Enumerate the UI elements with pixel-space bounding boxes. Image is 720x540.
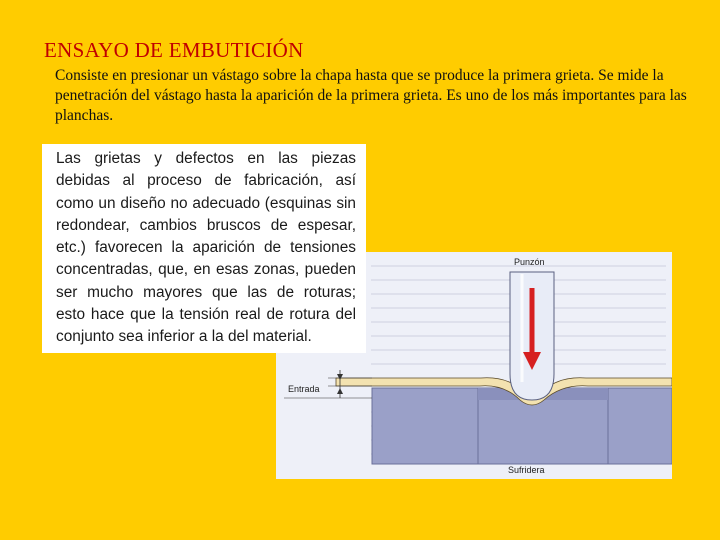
slide-title: ENSAYO DE EMBUTICIÓN <box>44 38 304 62</box>
die-block-right <box>608 388 672 464</box>
label-entry: Entrada <box>288 384 320 394</box>
label-die: Sufridera <box>508 465 545 475</box>
label-punch: Punzón <box>514 257 545 267</box>
excerpt-text: Las grietas y defectos en las piezas debidas al proceso de fabricación, así como un diseño no adecuado (esquinas sin redondear, cambios bruscos de espesar, etc.) favorecen la aparición de tensiones concentradas, que, en esas zonas, pueden ser mucho mayores que las de roturas; esto hace que la tensión real de rotura del conjunto sea inferior a la del material. <box>56 150 356 346</box>
slide-body-text: Consiste en presionar un vástago sobre la chapa hasta que se produce la primera grieta. Se mide la penetración del vástago hasta la aparición de la primera grieta. Es uno de los más importantes para las planchas. <box>55 67 687 124</box>
text-excerpt-image <box>42 144 366 353</box>
die-block-left <box>372 388 478 464</box>
slide-body <box>55 66 695 126</box>
